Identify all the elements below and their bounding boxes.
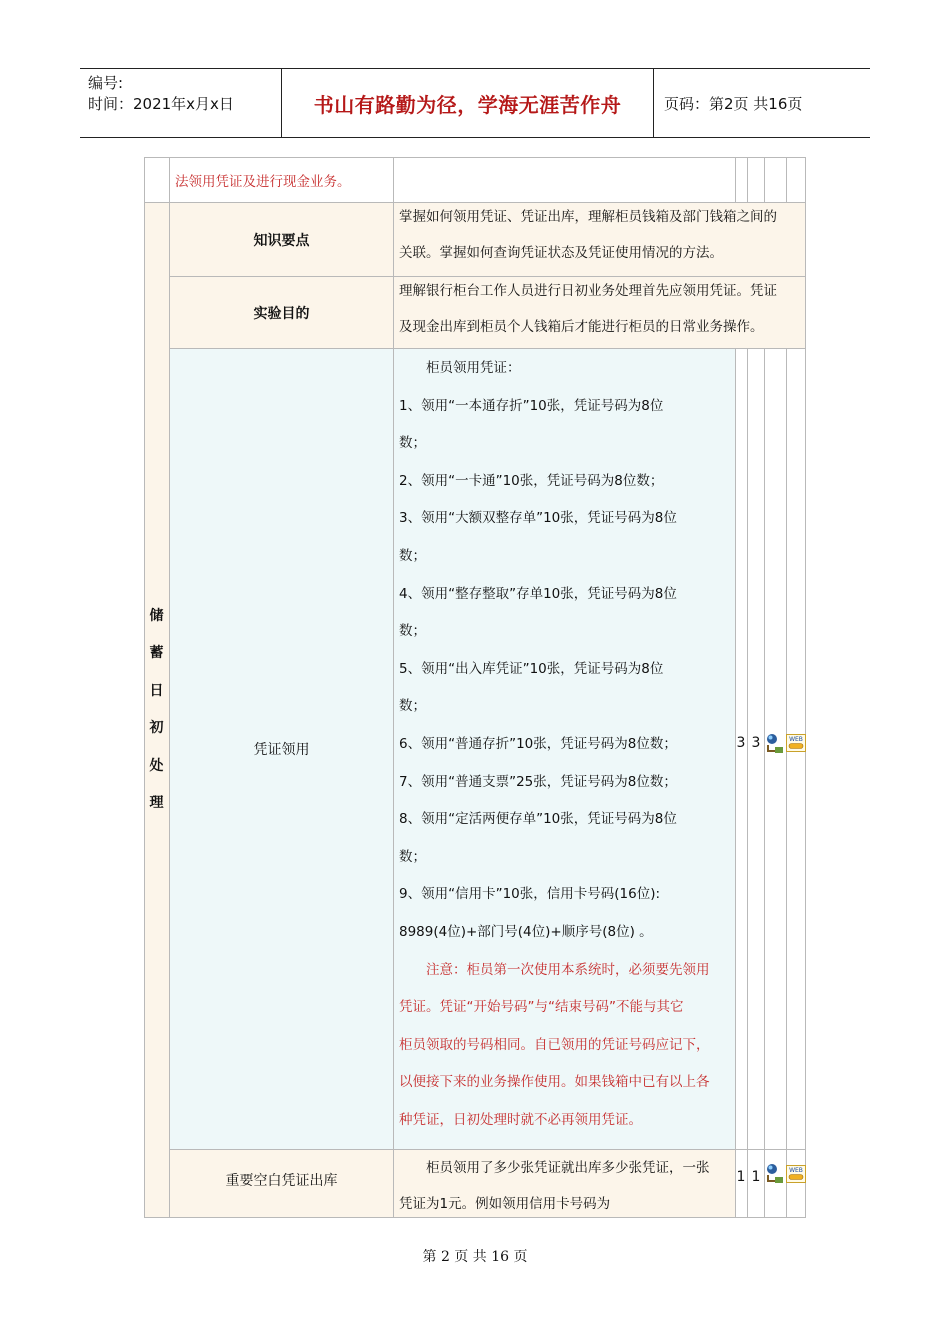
purpose-label: 实验目的 — [253, 305, 310, 322]
text-line: 1、领用“一本通存折”10张，凭证号码为8位 — [399, 397, 664, 414]
header-motto: 书山有路勤为径，学海无涯苦作舟 — [313, 92, 622, 117]
network-icon[interactable] — [765, 733, 786, 755]
text-line: 数； — [399, 698, 426, 715]
text-line: 数； — [399, 623, 426, 640]
text-line: 7、领用“普通支票”25张，凭证号码为8位数； — [399, 773, 677, 790]
blank-voucher-text — [394, 1150, 735, 1222]
text-line: 及现金出库到柜员个人钱箱后才能进行柜员的日常业务操作。 — [399, 319, 764, 335]
text-line: 数； — [399, 848, 426, 865]
svg-text:WEB: WEB — [789, 1167, 803, 1174]
note-line: 注意：柜员第一次使用本系统时，必须要先领用 — [399, 961, 710, 978]
text-line: 8989(4位)+部门号(4位)+顺序号(8位) 。 — [399, 923, 653, 940]
note-line: 柜员领取的号码相同。自已领用的凭证号码应记下， — [399, 1036, 710, 1053]
text-line: 数； — [399, 435, 426, 452]
blank-voucher-col-a: 1 — [736, 1169, 746, 1185]
section-char: 储 — [149, 607, 164, 624]
page-footer: 第 2 页 共 16 页 — [422, 1249, 528, 1265]
text-line: 凭证为1元。例如领用信用卡号码为 — [399, 1196, 611, 1212]
section-char: 日 — [149, 682, 164, 699]
section-label — [144, 203, 169, 1217]
text-line: 9、领用“信用卡”10张，信用卡号码(16位): — [399, 886, 661, 903]
text-line: 6、领用“普通存折”10张，凭证号码为8位数； — [399, 735, 677, 752]
text-line: 5、领用“出入库凭证”10张，凭证号码为8位 — [399, 660, 664, 677]
svg-text:WEB: WEB — [789, 736, 803, 743]
text-line: 柜员领用凭证： — [399, 360, 521, 376]
network-icon[interactable] — [765, 1163, 786, 1185]
page-header — [80, 68, 870, 138]
voucher-col-b: 3 — [751, 735, 761, 751]
web-link-icon[interactable] — [786, 1165, 806, 1183]
continued-text: 法领用凭证及进行现金业务。 — [175, 174, 351, 190]
time-label: 时间：2021年x月x日 — [88, 95, 234, 113]
purpose-text — [394, 273, 805, 345]
voucher-label: 凭证领用 — [253, 742, 310, 758]
text-line: 8、领用“定活两便存单”10张，凭证号码为8位 — [399, 811, 677, 828]
text-line: 掌握如何领用凭证、凭证出库，理解柜员钱箱及部门钱箱之间的 — [399, 209, 777, 225]
section-char: 理 — [149, 795, 164, 811]
text-line: 柜员领用了多少张凭证就出库多少张凭证，一张 — [399, 1160, 710, 1176]
knowledge-text — [394, 199, 805, 271]
blank-voucher-label: 重要空白凭证出库 — [225, 1173, 338, 1189]
text-line: 4、领用“整存整取”存单10张，凭证号码为8位 — [399, 585, 677, 602]
text-line: 2、领用“一卡通”10张，凭证号码为8位数； — [399, 472, 664, 489]
section-char: 蓄 — [149, 645, 164, 661]
voucher-col-a: 3 — [736, 735, 746, 751]
number-label: 编号: — [88, 74, 124, 92]
text-line: 关联。掌握如何查询凭证状态及凭证使用情况的方法。 — [399, 245, 723, 261]
section-char: 初 — [149, 720, 164, 736]
voucher-text — [394, 350, 735, 1139]
section-char: 处 — [149, 757, 164, 774]
web-link-icon[interactable] — [786, 734, 806, 752]
note-line: 种凭证，日初处理时就不必再领用凭证。 — [399, 1111, 642, 1128]
note-line: 以便接下来的业务操作使用。如果钱箱中已有以上各 — [399, 1074, 710, 1091]
text-line: 理解银行柜台工作人员进行日初业务处理首先应领用凭证。凭证 — [399, 283, 777, 299]
header-meta — [88, 73, 278, 115]
knowledge-label: 知识要点 — [253, 232, 310, 249]
header-page-info: 页码：第2页 共16页 — [664, 94, 803, 113]
text-line: 3、领用“大额双整存单”10张，凭证号码为8位 — [399, 510, 677, 527]
blank-voucher-col-b: 1 — [751, 1169, 761, 1185]
note-line: 凭证。凭证“开始号码”与“结束号码”不能与其它 — [399, 999, 684, 1016]
text-line: 数； — [399, 547, 426, 564]
